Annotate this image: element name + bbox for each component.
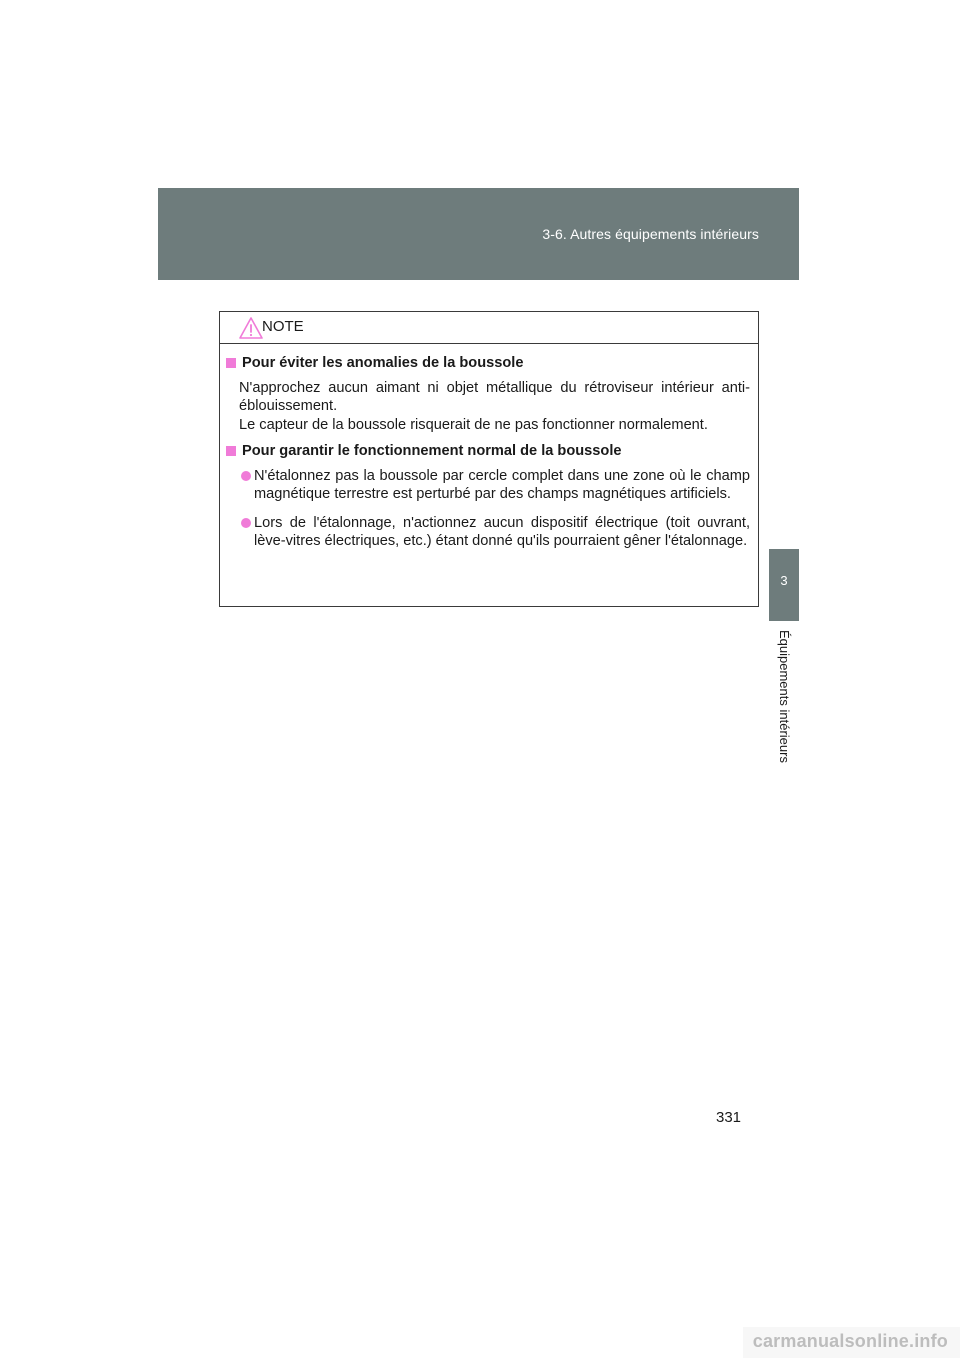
- circle-bullet-icon: [241, 518, 251, 528]
- paragraph: [239, 379, 750, 435]
- square-bullet-icon: [226, 446, 236, 456]
- watermark-link[interactable]: carmanualsonline.info: [743, 1327, 960, 1358]
- note-body: [220, 344, 758, 551]
- circle-bullet-icon: [241, 471, 251, 481]
- header-band: [158, 188, 799, 280]
- note-box: [219, 311, 759, 607]
- square-bullet-icon: [226, 358, 236, 368]
- note-title: NOTE: [262, 318, 304, 335]
- chapter-number: 3: [780, 573, 788, 588]
- list-item: [241, 514, 750, 551]
- section-heading: [226, 354, 750, 373]
- paragraph-line: N'approchez aucun aimant ni objet métallique du rétroviseur intérieur anti-éblouissement.: [239, 379, 750, 414]
- note-header: [220, 312, 758, 344]
- list-item: [241, 467, 750, 504]
- section-title: 3-6. Autres équipements intérieurs: [542, 226, 759, 242]
- section-heading-text: Pour éviter les anomalies de la boussole: [242, 355, 524, 371]
- paragraph-line: Le capteur de la boussole risquerait de ne pas fonctionner normalement.: [239, 416, 708, 433]
- section-heading-text: Pour garantir le fonctionnement normal de la boussole: [242, 443, 622, 459]
- chapter-tab: [769, 549, 799, 621]
- list-item-text: Lors de l'étalonnage, n'actionnez aucun dispositif électrique (toit ouvrant, lève-vitres électriques, etc.) étant donné qu'ils pourraient gêner l'étalonnage.: [254, 514, 750, 549]
- warning-triangle-icon: [238, 316, 264, 340]
- page-number: 331: [716, 1109, 742, 1126]
- list-item-text: N'étalonnez pas la boussole par cercle complet dans une zone où le champ magnétique terrestre est perturbé par des champs magnétiques artificiels.: [254, 467, 750, 502]
- section-heading: [226, 442, 750, 461]
- chapter-label: Équipements intérieurs: [777, 630, 792, 763]
